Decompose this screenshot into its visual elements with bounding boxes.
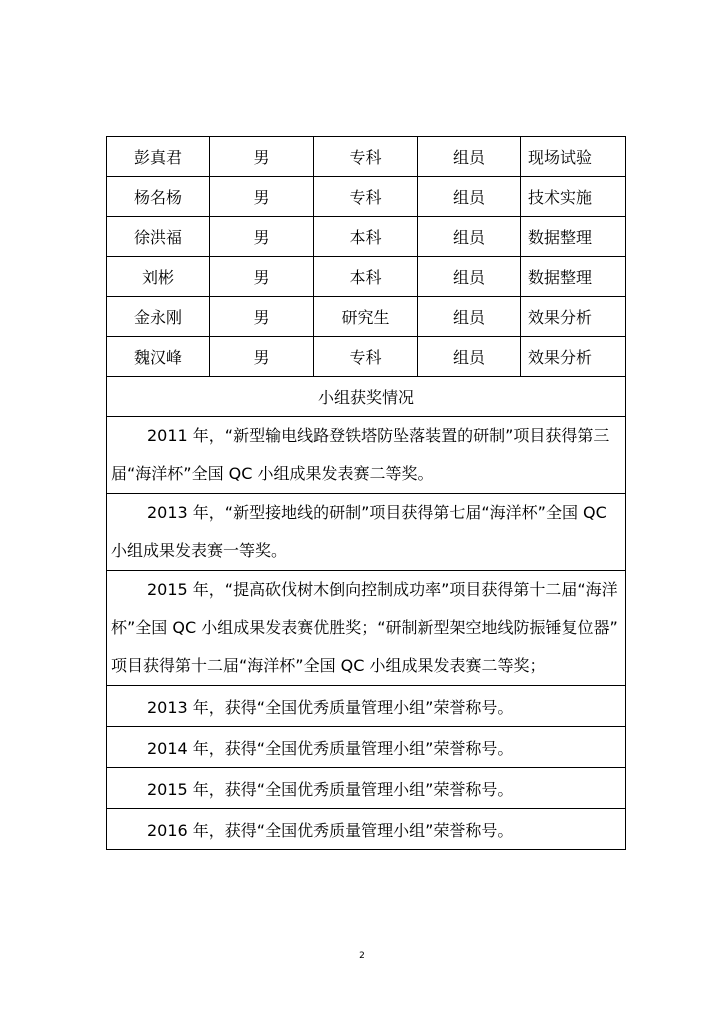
honor-row: [107, 686, 626, 727]
member-role: 技术实施: [521, 177, 626, 217]
member-role: 数据整理: [521, 217, 626, 257]
honor-row: [107, 809, 626, 850]
member-gender: 男: [210, 337, 314, 377]
member-education: 本科: [314, 257, 418, 297]
award-row: [107, 494, 626, 571]
member-position: 组员: [418, 217, 521, 257]
award-text: 2013 年，“新型接地线的研制”项目获得第七届“海洋杯”全国 QC 小组成果发表赛一等奖。: [111, 503, 607, 560]
awards-heading-row: [107, 377, 626, 417]
honor-entry: [107, 727, 626, 768]
member-name: 徐洪福: [107, 217, 210, 257]
member-row: [107, 297, 626, 337]
member-gender: 男: [210, 297, 314, 337]
member-position: 组员: [418, 137, 521, 177]
honor-row: [107, 768, 626, 809]
member-row: [107, 177, 626, 217]
member-education: 专科: [314, 177, 418, 217]
member-gender: 男: [210, 177, 314, 217]
award-entry: [107, 494, 626, 571]
member-education: 专科: [314, 137, 418, 177]
member-position: 组员: [418, 257, 521, 297]
member-name: 金永刚: [107, 297, 210, 337]
honor-text: 2015 年，获得“全国优秀质量管理小组”荣誉称号。: [147, 779, 514, 799]
page-number: 2: [359, 951, 365, 961]
honor-entry: [107, 809, 626, 850]
member-education: 研究生: [314, 297, 418, 337]
award-row: [107, 571, 626, 686]
award-entry: [107, 417, 626, 494]
award-text: 2015 年，“提高砍伐树木倒向控制成功率”项目获得第十二届“海洋杯”全国 QC 小组成果发表赛优胜奖；“研制新型架空地线防振锤复位器” 项目获得第十二届“海洋杯”全国 QC 小组成果发表赛二等奖；: [111, 580, 618, 675]
member-role: 效果分析: [521, 297, 626, 337]
member-row: [107, 257, 626, 297]
member-gender: 男: [210, 137, 314, 177]
member-role: 数据整理: [521, 257, 626, 297]
member-row: [107, 337, 626, 377]
award-entry: [107, 571, 626, 686]
award-row: [107, 417, 626, 494]
member-name: 彭真君: [107, 137, 210, 177]
member-row: [107, 137, 626, 177]
member-education: 本科: [314, 217, 418, 257]
member-position: 组员: [418, 177, 521, 217]
honor-entry: [107, 768, 626, 809]
honor-text: 2013 年，获得“全国优秀质量管理小组”荣誉称号。: [147, 697, 514, 717]
awards-heading: 小组获奖情况: [107, 377, 626, 417]
member-role: 效果分析: [521, 337, 626, 377]
qc-team-table: [106, 136, 626, 850]
member-position: 组员: [418, 337, 521, 377]
honor-row: [107, 727, 626, 768]
member-role: 现场试验: [521, 137, 626, 177]
member-name: 刘彬: [107, 257, 210, 297]
member-gender: 男: [210, 217, 314, 257]
member-education: 专科: [314, 337, 418, 377]
member-name: 杨名杨: [107, 177, 210, 217]
award-text: 2011 年，“新型输电线路登铁塔防坠落装置的研制”项目获得第三届“海洋杯”全国 QC 小组成果发表赛二等奖。: [111, 426, 610, 483]
member-row: [107, 217, 626, 257]
honor-text: 2014 年，获得“全国优秀质量管理小组”荣誉称号。: [147, 738, 514, 758]
member-gender: 男: [210, 257, 314, 297]
member-position: 组员: [418, 297, 521, 337]
honor-entry: [107, 686, 626, 727]
member-name: 魏汉峰: [107, 337, 210, 377]
honor-text: 2016 年，获得“全国优秀质量管理小组”荣誉称号。: [147, 820, 514, 840]
